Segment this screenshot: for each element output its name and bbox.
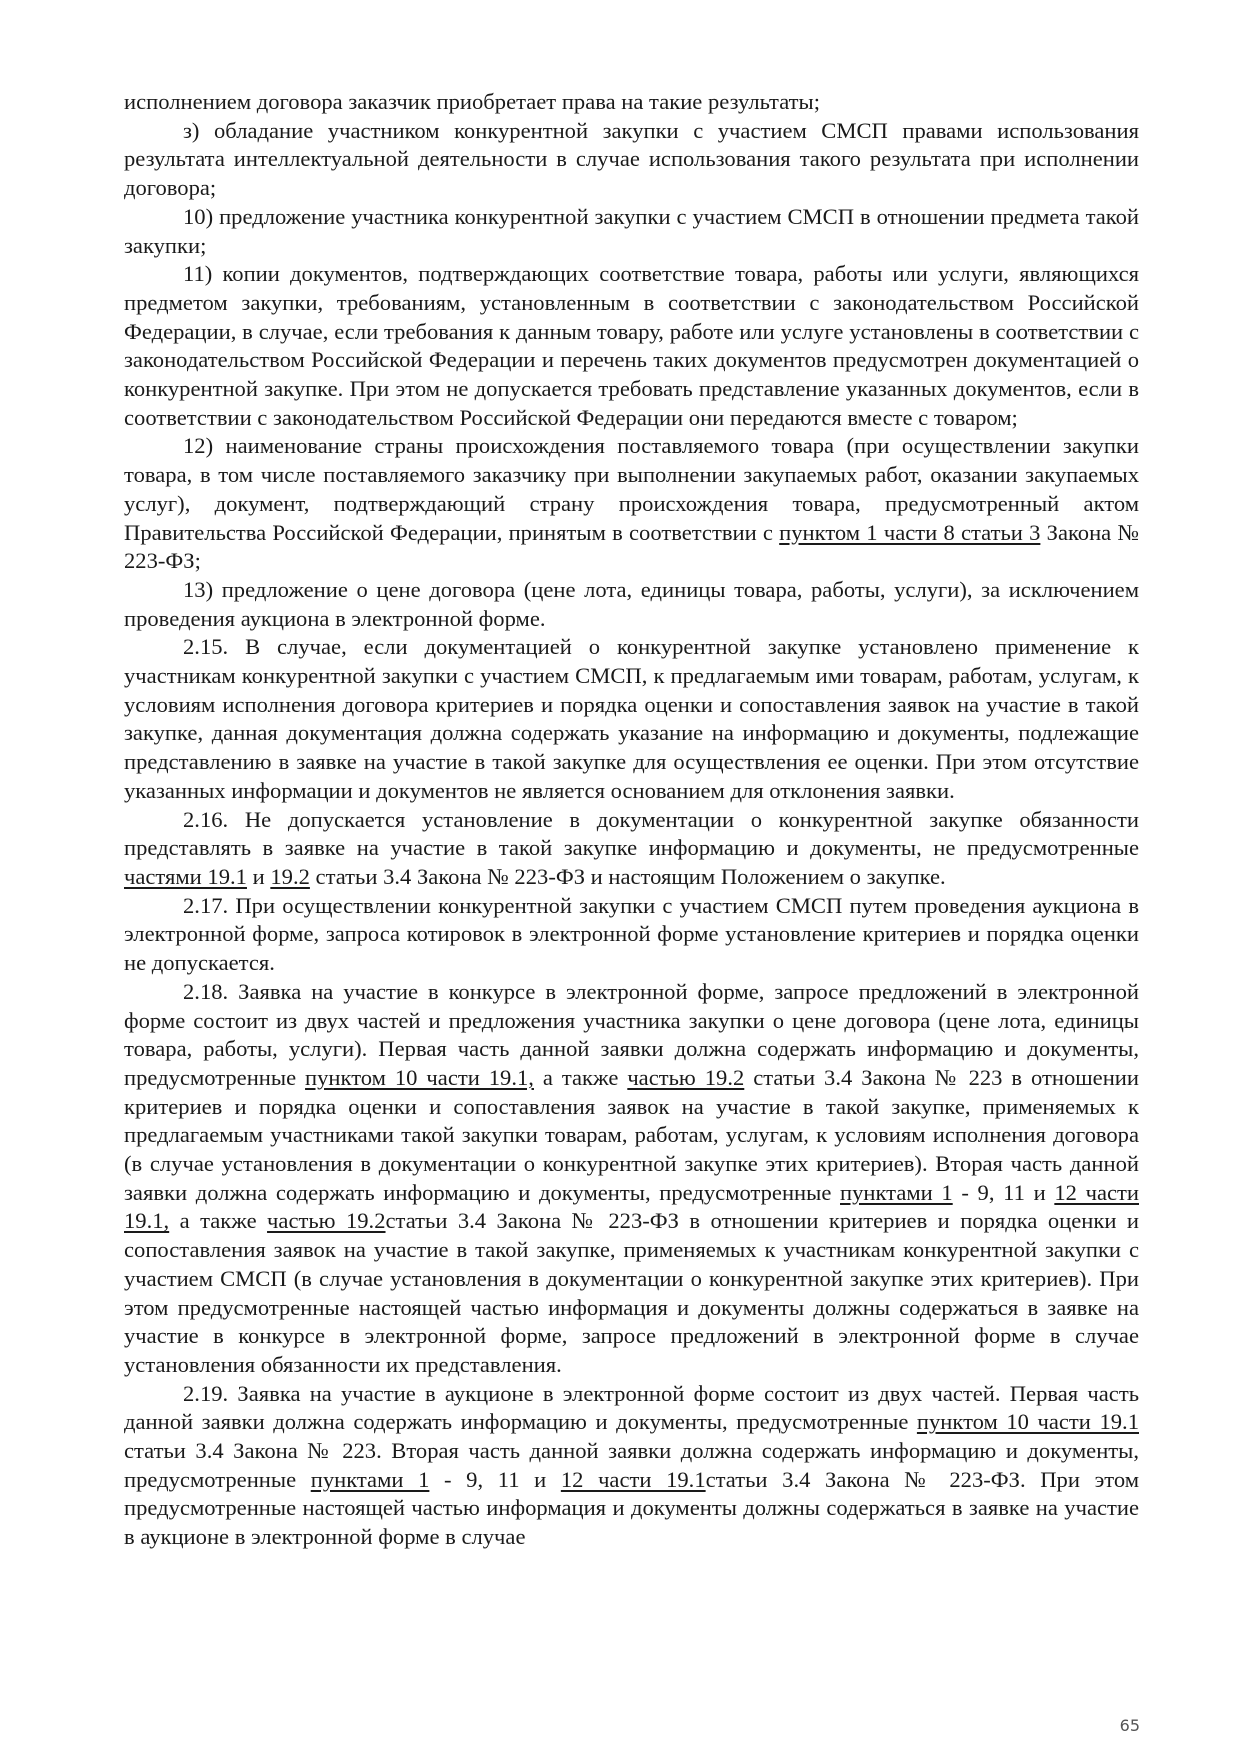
law-reference-link[interactable]: пунктом 10 части 19.1	[916, 1409, 1139, 1435]
law-reference-link[interactable]: частями 19.1	[124, 863, 247, 889]
text: 2.19. Заявка на участие в аукционе в электронной форме состоит из двух частей. Первая часть данной заявки должна содержать информацию и документы, предусмотренные	[124, 1380, 1139, 1435]
text: статьи 3.4 Закона № 223-ФЗ и настоящим Положением о закупке.	[309, 863, 946, 889]
law-reference-link[interactable]: 19.2	[270, 863, 310, 889]
law-reference-link[interactable]: частью 19.2	[627, 1064, 745, 1090]
text: 2.18. Заявка на участие в конкурсе в электронной форме, запросе предложений в электронной форме состоит из двух частей и предложения участника закупки о цене договора (цене лота, единицы товара, работы, услуги). Первая часть данной заявки должна содержать информацию и документы, предусмотренные	[124, 978, 1139, 1090]
text: а также	[533, 1064, 628, 1090]
text: а также	[169, 1208, 268, 1234]
paragraph-continuation: исполнением договора заказчик приобретает права на такие результаты;	[124, 89, 820, 114]
paragraph-item-10: 10) предложение участника конкурентной закупки с участием СМСП в отношении предмета такой закупки;	[124, 203, 1139, 258]
text: статьи 3.4 Закона № 223-ФЗ. При этом предусмотренные настоящей частью информация и документы должны содержаться в заявке на участие в аукционе в электронной форме в случае	[124, 1466, 1140, 1550]
text: - 9, 11 и	[429, 1466, 561, 1492]
document-page	[124, 88, 1139, 1552]
paragraph-item-12	[124, 432, 1139, 576]
text: 2.16. Не допускается установление в документации о конкурентной закупке обязанности представлять в заявке на участие в такой закупке информацию и документы, не предусмотренные	[124, 806, 1139, 861]
paragraph-2-18	[124, 978, 1139, 1380]
law-reference-link[interactable]: 12 части 19.1,	[124, 1179, 1139, 1234]
paragraph-2-15: 2.15. В случае, если документацией о конкурентной закупке установлено применение к участникам конкурентной закупки с участием СМСП, к предлагаемым ими товарам, работам, услугам, к условиям исполнения договора критериев и порядка оценки и сопоставления заявок на участие в такой закупке, данная документация должна содержать указание на информацию и документы, подлежащие представлению в заявке на участие в такой закупке для осуществления ее оценки. При этом отсутствие указанных информации и документов не является основанием для отклонения заявки.	[124, 634, 1139, 803]
law-reference-link[interactable]: пунктами 1	[840, 1179, 953, 1205]
law-reference-link[interactable]: пунктами 1	[310, 1466, 430, 1492]
paragraph-2-17: 2.17. При осуществлении конкурентной закупки с участием СМСП путем проведения аукциона в электронной форме, запроса котировок в электронной форме установление критериев и порядка оценки не допускается.	[124, 892, 1139, 976]
text: статьи 3.4 Закона № 223 в отношении критериев и порядка оценки и сопоставления заявок на участие в такой закупке, применяемых к предлагаемым участниками такой закупки товарам, работам, услугам, к условиям исполнения договора (в случае установления в документации о конкурентной закупке этих критериев). Вторая часть данной заявки должна содержать информацию и документы, предусмотренные	[124, 1064, 1139, 1205]
paragraph-2-16	[124, 806, 1139, 892]
text: статьи 3.4 Закона № 223. Вторая часть данной заявки должна содержать информацию и документы, предусмотренные	[124, 1438, 1139, 1492]
text: 12) наименование страны происхождения поставляемого товара (при осуществлении закупки товара, в том числе поставляемого заказчику при выполнении закупаемых работ, оказании закупаемых услуг), документ, подтверждающий страну происхождения товара, предусмотренный актом Правительства Российской Федерации, принятым в соответствии с	[124, 433, 1139, 545]
paragraph-item-11: 11) копии документов, подтверждающих соответствие товара, работы или услуги, являющихся предметом закупки, требованиям, установленным в соответствии с законодательством Российской Федерации, в случае, если требования к данным товару, работе или услуге установлены в соответствии с законодательством Российской Федерации и перечень таких документов предусмотрен документацией о конкурентной закупке. При этом не допускается требовать представление указанных документов, если в соответствии с законодательством Российской Федерации они передаются вместе с товаром;	[124, 261, 1139, 430]
law-reference-link[interactable]: пунктом 10 части 19.1,	[305, 1064, 534, 1090]
law-reference-link[interactable]: 12 части 19.1	[560, 1466, 706, 1492]
page-number: 65	[1119, 1716, 1140, 1735]
text: статьи 3.4 Закона № 223-ФЗ в отношении критериев и порядка оценки и сопоставления заявок на участие в такой закупке, применяемых к участникам конкурентной закупки с участием СМСП (в случае установления в документации о конкурентной закупке этих критериев). При этом предусмотренные настоящей частью информация и документы должны содержаться в заявке на участие в конкурсе в электронной форме, запросе предложений в электронной форме в случае установления обязанности их представления.	[124, 1208, 1139, 1377]
text: Закона № 223-ФЗ;	[124, 519, 1139, 574]
paragraph-item-13: 13) предложение о цене договора (цене лота, единицы товара, работы, услуги), за исключением проведения аукциона в электронной форме.	[124, 576, 1139, 631]
law-reference-link[interactable]: пунктом 1 части 8 статьи 3	[779, 519, 1041, 545]
text: и	[246, 863, 271, 889]
text: - 9, 11 и	[952, 1179, 1055, 1205]
law-reference-link[interactable]: частью 19.2	[267, 1208, 386, 1234]
paragraph-2-19	[124, 1380, 1139, 1552]
paragraph-item-z: з) обладание участником конкурентной закупки с участием СМСП правами использования результата интеллектуальной деятельности в случае использования такого результата при исполнении договора;	[124, 117, 1139, 201]
